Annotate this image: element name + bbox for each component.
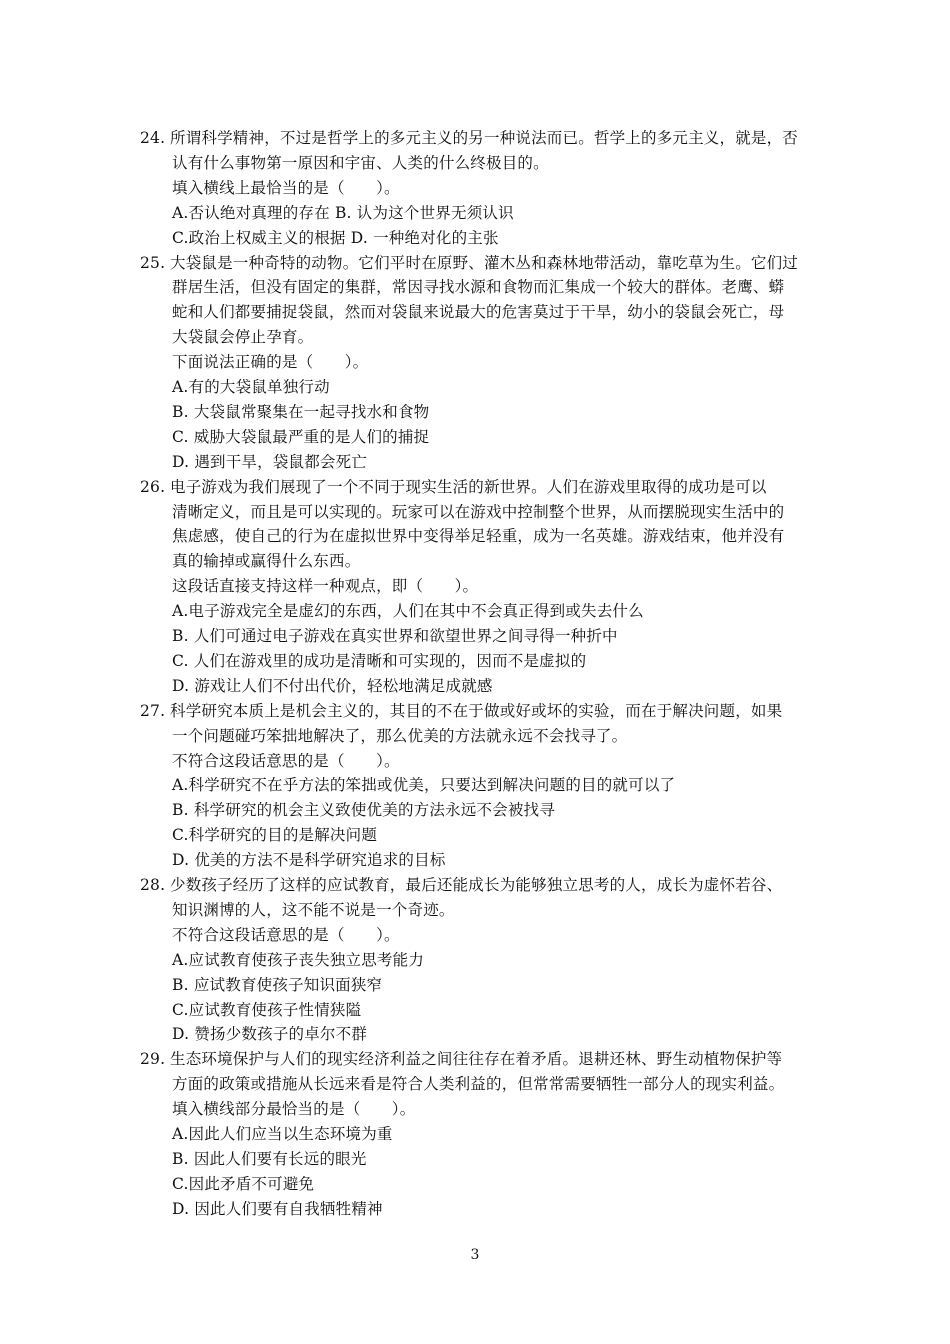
answer-option: C. 威胁大袋鼠最严重的是人们的捕捉: [172, 427, 430, 446]
question-number: 28.: [140, 876, 166, 894]
answer-option: B. 科学研究的机会主义致使优美的方法永远不会被找寻: [172, 801, 555, 820]
answer-option: B. 大袋鼠常聚集在一起寻找水和食物: [172, 402, 430, 421]
question-prompt: 不符合这段话意思的是（ ）。: [172, 925, 400, 944]
question-number: 29.: [140, 1050, 166, 1069]
page-number: 3: [470, 1247, 480, 1263]
question-stem-line: 方面的政策或措施从长远来看是符合人类利益的，但常常需要牺牲一部分人的现实利益。: [172, 1075, 785, 1094]
answer-option: B. 因此人们要有长远的眼光: [172, 1149, 367, 1168]
question-stem-line: 生态环境保护与人们的现实经济利益之间往往存在着矛盾。退耕还林、野生动植物保护等: [170, 1050, 783, 1069]
question-number: 27.: [140, 701, 166, 720]
answer-option: C. 人们在游戏里的成功是清晰和可实现的，因而不是虚拟的: [172, 651, 587, 670]
question-stem-line: 群居生活，但没有固定的集群，常因寻找水源和食物而汇集成一个较大的群体。老鹰、蟒: [172, 278, 785, 297]
answer-option: C.科学研究的目的是解决问题: [172, 826, 378, 845]
answer-option: C.应试教育使孩子性情狭隘: [172, 1000, 362, 1019]
answer-option: D. 优美的方法不是科学研究追求的目标: [172, 851, 446, 870]
question-number: 24.: [140, 129, 166, 147]
question-prompt: 不符合这段话意思的是（ ）。: [172, 751, 400, 770]
question-stem-line: 所谓科学精神，不过是哲学上的多元主义的另一种说法而已。哲学上的多元主义，就是，否: [170, 129, 799, 147]
question-prompt: 下面说法正确的是（ ）。: [172, 353, 369, 372]
question-stem-line: 真的输掉或赢得什么东西。: [172, 552, 361, 571]
question-stem-line: 焦虑感，使自己的行为在虚拟世界中变得举足轻重，成为一名英雄。游戏结束，他并没有: [172, 527, 785, 546]
question-stem-line: 大袋鼠会停止孕育。: [172, 328, 314, 347]
answer-option: D. 因此人们要有自我牺牲精神: [172, 1199, 383, 1218]
answer-option: D. 游戏让人们不付出代价，轻松地满足成就感: [172, 676, 493, 695]
answer-option: D. 遇到干旱，袋鼠都会死亡: [172, 452, 368, 471]
question-prompt: 填入横线部分最恰当的是（ ）。: [172, 1100, 416, 1119]
answer-option: C.因此矛盾不可避免: [172, 1174, 315, 1193]
answer-option: A.电子游戏完全是虚幻的东西，人们在其中不会真正得到或失去什么: [172, 602, 644, 621]
answer-option: D. 赞扬少数孩子的卓尔不群: [172, 1025, 368, 1044]
question-stem-line: 知识渊博的人，这不能不说是一个奇迹。: [172, 900, 455, 919]
question-stem-line: 一个问题碰巧笨拙地解决了，那么优美的方法就永远不会找寻了。: [172, 726, 628, 745]
answer-option: B. 人们可通过电子游戏在真实世界和欲望世界之间寻得一种折中: [172, 627, 618, 645]
question-stem-line: 认有什么事物第一原因和宇宙、人类的什么终极目的。: [172, 153, 549, 172]
question-stem-line: 科学研究本质上是机会主义的，其目的不在于做或好或坏的实验，而在于解决问题，如果: [170, 701, 783, 720]
answer-option: C.政治上权威主义的根据 D. 一种绝对化的主张: [172, 228, 499, 247]
answer-option: A.有的大袋鼠单独行动: [172, 378, 330, 396]
question-stem-line: 少数孩子经历了这样的应试教育，最后还能成长为能够独立思考的人，成长为虚怀若谷、: [170, 876, 783, 894]
question-number: 26.: [140, 477, 166, 496]
question-stem-line: 清晰定义，而且是可以实现的。玩家可以在游戏中控制整个世界，从而摆脱现实生活中的: [172, 502, 785, 521]
answer-option: B. 应试教育使孩子知识面狭窄: [172, 975, 383, 994]
answer-option: A.因此人们应当以生态环境为重: [172, 1125, 393, 1143]
question-stem-line: 电子游戏为我们展现了一个不同于现实生活的新世界。人们在游戏里取得的成功是可以: [170, 477, 767, 496]
answer-option: A.应试教育使孩子丧失独立思考能力: [172, 950, 425, 969]
question-prompt: 这段话直接支持这样一种观点，即（ ）。: [172, 577, 479, 596]
question-stem-line: 大袋鼠是一种奇特的动物。它们平时在原野、灌木丛和森林地带活动，靠吃草为生。它们过: [170, 253, 799, 272]
question-number: 25.: [140, 253, 166, 272]
answer-option: A.科学研究不在乎方法的笨拙或优美，只要达到解决问题的目的就可以了: [172, 776, 676, 795]
question-prompt: 填入横线上最恰当的是（ ）。: [172, 178, 400, 197]
question-stem-line: 蛇和人们都要捕捉袋鼠，然而对袋鼠来说最大的危害莫过于干旱，幼小的袋鼠会死亡，母: [172, 303, 785, 322]
answer-option: A.否认绝对真理的存在 B. 认为这个世界无须认识: [172, 203, 514, 222]
